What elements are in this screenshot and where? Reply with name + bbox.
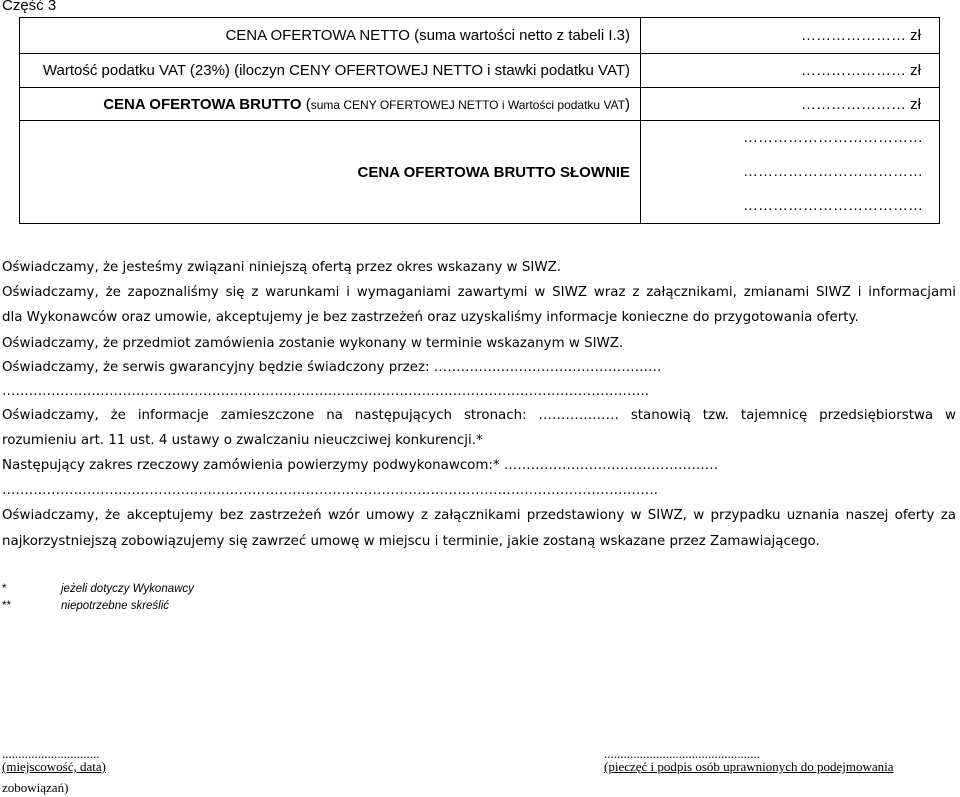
place-date-label: (miejscowość, data) [2, 759, 106, 774]
gross-price-paren-open: ( [305, 95, 311, 113]
gross-price-label [20, 88, 641, 121]
statement-trade-secret-line2: rozumieniu art. 11 ust. 4 ustawy o zwalczaniu nieuczciwej konkurencji.* [2, 433, 483, 448]
net-price-field[interactable]: ………………… zł [641, 18, 940, 54]
statement-deadline: Oświadczamy, że przedmiot zamówienia zostanie wykonany w terminie wskazanym w SIWZ. [2, 336, 624, 351]
footnote-2-mark: ** [2, 600, 11, 612]
signature-label-continuation: zobowiązań) [2, 780, 69, 795]
statement-familiarized-line2: dla Wykonawców oraz umowie, akceptujemy je bez zastrzeżeń oraz uzyskaliśmy informacje konieczne do przygotowania oferty. [2, 310, 859, 325]
statement-warranty[interactable]: Oświadczamy, że serwis gwarancyjny będzie świadczony przez: …………………………………………… [2, 360, 662, 375]
signature-dots[interactable]: ................................................ [604, 746, 760, 761]
net-price-label: CENA OFERTOWA NETTO (suma wartości netto z tabeli I.3) [20, 18, 641, 54]
vat-label: Wartość podatku VAT (23%) (iloczyn CENY OFERTOWEJ NETTO i stawki podatku VAT) [20, 54, 641, 88]
footnote-1-mark: * [2, 583, 7, 595]
statement-subcontractors[interactable]: Następujący zakres rzeczowy zamówienia powierzymy podwykonawcom:* ………………………………………… [2, 458, 719, 473]
words-line-3: ……………………………… [743, 197, 923, 214]
warranty-continuation-field[interactable]: ………………………………………………………………………………………………………………………………. [2, 384, 650, 399]
vat-field[interactable]: ………………… zł [641, 54, 940, 88]
footnote-2-text: niepotrzebne skreślić [61, 600, 170, 612]
gross-price-words-label: CENA OFERTOWA BRUTTO SŁOWNIE [20, 121, 641, 224]
price-table [19, 17, 940, 224]
place-date-dots[interactable]: .............................. [2, 746, 100, 761]
footnote-1-text: jeżeli dotyczy Wykonawcy [61, 583, 194, 595]
subcontractors-continuation-field[interactable]: ………………………………………………………………………………………………………………………………… [2, 483, 659, 498]
statement-familiarized-line1: Oświadczamy, że zapoznaliśmy się z warunkami i wymaganiami zawartymi w SIWZ wraz z załącznikami, zmianami SIWZ i informacjami [2, 285, 956, 300]
statement-binding: Oświadczamy, że jesteśmy związani niniejszą ofertą przez okres wskazany w SIWZ. [2, 260, 561, 275]
gross-price-label-note: suma CENY OFERTOWEJ NETTO i Wartości podatku VAT [310, 97, 625, 112]
statement-contract-line2: najkorzystniejszą zobowiązujemy się zawrzeć umowę w miejscu i terminie, jakie zostaną wskazane przez Zamawiającego. [2, 534, 820, 549]
gross-price-label-bold: CENA OFERTOWA BRUTTO [103, 95, 302, 113]
section-title: Część 3 [2, 0, 57, 14]
gross-price-paren-close: ) [625, 95, 630, 113]
words-line-1: ……………………………… [743, 129, 923, 146]
words-line-2: ……………………………… [743, 163, 923, 180]
gross-price-words-field[interactable] [641, 121, 940, 224]
signature-label: (pieczęć i podpis osób uprawnionych do podejmowania [604, 759, 894, 774]
statement-contract-line1: Oświadczamy, że akceptujemy bez zastrzeżeń wzór umowy z załącznikami przedstawiony w SIWZ, w przypadku uznania naszej oferty za [2, 508, 956, 523]
statement-trade-secret-line1[interactable]: Oświadczamy, że informacje zamieszczone na następujących stronach: ……………… stanowią tzw. tajemnicę przedsiębiorstwa w [2, 408, 956, 423]
gross-price-field[interactable]: ………………… zł [641, 88, 940, 121]
